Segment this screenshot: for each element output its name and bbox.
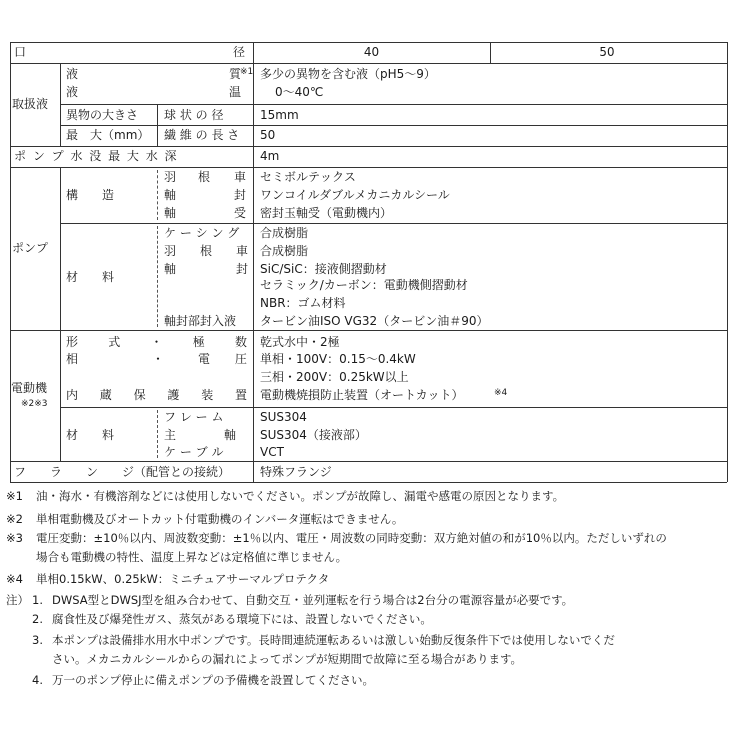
caution-number: 3. [32, 633, 43, 647]
footnote-text: 電圧変動：±10％以内、周波数変動：±1％以内、電圧・周波数の同時変動：双方絶対値の和が10％以内。ただしいずれの [36, 531, 667, 545]
motor-material-item-value: SUS304（接液部） [260, 428, 367, 442]
submersion-value: 4m [260, 149, 280, 163]
material-item-label: ケ ー シ ン グ [164, 226, 240, 240]
rule [10, 63, 727, 64]
header-bore-left: 口 [14, 45, 27, 59]
dashed-rule [157, 410, 158, 458]
label-char: 護 [167, 388, 180, 402]
rule [60, 407, 727, 408]
rule [10, 146, 727, 147]
structure-item-value: ワンコイルダブルメカニカルシール [260, 188, 450, 202]
group-handling-liquid: 取扱液 [12, 97, 49, 111]
caution-text: 万一のポンプ停止に備えポンプの予備機を設置してください。 [52, 673, 374, 687]
label-char: 内 [66, 388, 79, 402]
footnote-mark: ※4 [6, 572, 23, 586]
type-pole-value: 乾式水中・2極 [260, 335, 340, 349]
header-bore-right: 径 [233, 45, 246, 59]
pump-material-label: 材 料 [66, 270, 115, 284]
caution-number: 4. [32, 673, 43, 687]
quality-label: 質 [229, 67, 242, 81]
caution-prefix: 注） [6, 593, 29, 607]
material-item-value: 合成樹脂 [260, 244, 309, 258]
structure-item-value: セミボルテックス [260, 170, 356, 184]
phase-voltage-value-2: 三相・200V：0.25kW以上 [260, 370, 409, 384]
structure-item-part: 軸 [164, 188, 177, 202]
rule [60, 63, 61, 146]
label-char: 式 [108, 335, 121, 349]
caution-text: DWSA型とDWSJ型を組み合わせて、自動交互・並列運転を行う場合は2台分の電源容量が必要です。 [52, 593, 574, 607]
flange-label: フ ラ ン ジ（配管との接続） [14, 465, 231, 479]
label-char: 装 [201, 388, 214, 402]
note-ref-2-3: ※2※3 [21, 399, 48, 409]
label-char: 蔵 [99, 388, 112, 402]
rule [10, 330, 727, 331]
header-col-40: 40 [363, 45, 380, 59]
pump-structure-label: 構 造 [66, 188, 115, 202]
group-pump: ポンプ [12, 241, 49, 255]
dashed-rule [157, 226, 158, 327]
material-item-value: セラミック/カーボン：電動機側摺動材 [260, 278, 468, 292]
rule [10, 42, 11, 482]
submersion-label: ポ ン プ 水 没 最 大 水 深 [14, 149, 179, 163]
material-item-value: タービン油ISO VG32（タービン油＃90） [260, 314, 489, 328]
caution-number: 1. [32, 593, 43, 607]
fiber-length-value: 50 [260, 128, 276, 142]
structure-item-part: 軸 [164, 206, 177, 220]
motor-material-label: 材 料 [66, 428, 115, 442]
rule [10, 42, 727, 43]
material-item-value: SiC/SiC：接液側摺動材 [260, 262, 387, 276]
motor-material-item-value: VCT [260, 445, 284, 459]
type-pole-label [66, 335, 247, 349]
rule [60, 125, 727, 126]
rule [60, 104, 727, 105]
footnote-text: 油・海水・有機溶剤などには使用しないでください。ポンプが故障し、漏電や感電の原因となります。 [36, 489, 565, 503]
note-ref-4: ※4 [494, 388, 508, 398]
footnote-mark: ※1 [6, 489, 23, 503]
caution-text: 腐食性及び爆発性ガス、蒸気がある環境下には、設置しないでください。 [52, 612, 432, 626]
header-col-50: 50 [599, 45, 615, 59]
sphere-diameter-label: 球 状 の 径 [164, 108, 224, 122]
label-char: 電 [198, 352, 211, 366]
label-char: ・ [152, 352, 165, 366]
material-item-value: 合成樹脂 [260, 226, 309, 240]
phase-voltage-value-1: 単相・100V：0.15～0.4kW [260, 352, 416, 366]
quality-value: 多少の異物を含む液（pH5～9） [260, 67, 436, 81]
note-ref-1: ※1 [240, 67, 254, 77]
fiber-length-label: 繊 維 の 長 さ [164, 128, 240, 142]
label-char: 数 [234, 335, 247, 349]
label-char: 圧 [234, 352, 247, 366]
footnote-text: 単相0.15kW、0.25kW：ミニチュアサーマルプロテクタ [36, 572, 330, 586]
liquid-label: 液 [66, 85, 79, 99]
structure-item-value: 密封玉軸受（電動機内） [260, 206, 393, 220]
footnote-text: 場合も電動機の特性、温度上昇などは定格値に準じません。 [36, 550, 348, 564]
structure-item-part: 受 [234, 206, 247, 220]
footnote-mark: ※3 [6, 531, 23, 545]
foreign-max-label: 最 大（mm） [66, 128, 150, 142]
flange-value: 特殊フランジ [260, 465, 332, 479]
label-char: 相 [66, 352, 79, 366]
rule [253, 42, 254, 482]
liquid-label: 液 [66, 67, 79, 81]
caution-number: 2. [32, 612, 43, 626]
foreign-size-label: 異物の大きさ [66, 108, 139, 122]
structure-item-part: 車 [234, 170, 247, 184]
structure-item-part: 根 [198, 170, 211, 184]
dashed-rule [157, 170, 158, 220]
rule [727, 42, 728, 482]
group-motor: 電動機 [11, 381, 48, 395]
caution-text: 本ポンプは設備排水用水中ポンプです。長時間連続運転あるいは激しい始動反復条件下では使用しないでくだ [52, 633, 615, 647]
rule [10, 461, 727, 462]
material-item-label: 軸封部封入液 [164, 314, 237, 328]
label-char: ・ [150, 335, 163, 349]
sphere-diameter-value: 15mm [260, 108, 299, 122]
label-char: 極 [192, 335, 205, 349]
material-item-label: 羽 根 車 [164, 244, 249, 258]
protection-device-value: 電動機焼損防止装置（オートカット） [260, 388, 464, 402]
temperature-label: 温 [229, 85, 242, 99]
footnote-mark: ※2 [6, 512, 23, 526]
motor-material-item-label: ケ ー ブ ル [164, 445, 224, 459]
footnote-text: 単相電動機及びオートカット付電動機のインバータ運転はできません。 [36, 512, 404, 526]
label-char: 置 [234, 388, 247, 402]
label-char: 形 [66, 335, 79, 349]
motor-material-item-label: フ レ ー ム [164, 410, 224, 424]
motor-material-item-value: SUS304 [260, 410, 307, 424]
rule [60, 223, 727, 224]
rule [60, 167, 61, 461]
motor-material-item-label: 主 軸 [164, 428, 237, 442]
label-char: 保 [133, 388, 146, 402]
temperature-value: 0～40℃ [275, 85, 324, 99]
rule [10, 167, 727, 168]
material-item-label: 軸 封 [164, 262, 249, 276]
material-item-value: NBR：ゴム材料 [260, 296, 346, 310]
rule [10, 482, 727, 483]
protection-device-label [66, 388, 247, 402]
caution-text: さい。メカニカルシールからの漏れによってポンプが短期間で故障に至る場合があります。 [52, 652, 523, 666]
rule [157, 104, 158, 146]
structure-item-part: 封 [234, 188, 247, 202]
structure-item-part: 羽 [164, 170, 177, 184]
